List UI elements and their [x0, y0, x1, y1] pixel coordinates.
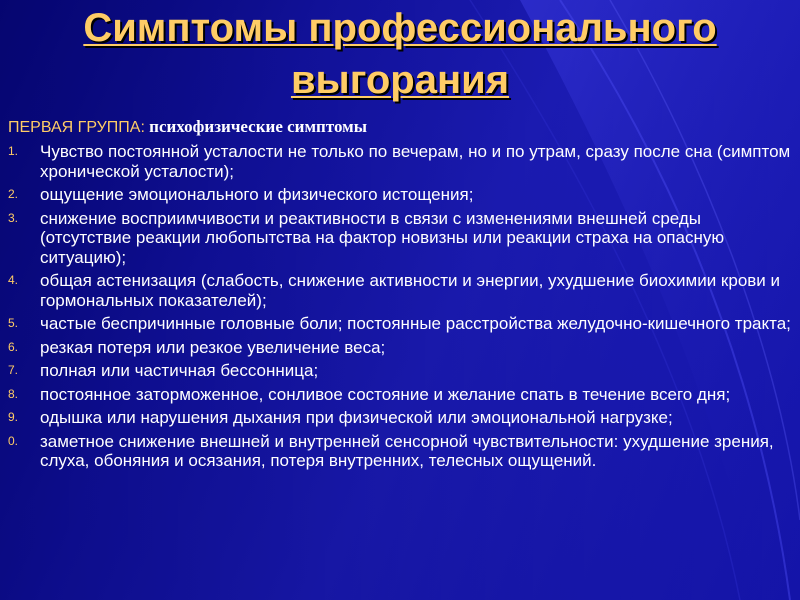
list-item-number: 3. — [8, 210, 19, 225]
list-item — [8, 385, 793, 405]
group-heading — [8, 117, 793, 138]
group-name: психофизические симптомы — [149, 117, 367, 136]
list-item-number: 0. — [8, 433, 19, 448]
list-item-text: заметное снижение внешней и внутренней сенсорной чувствительности: ухудшение зрения, слуха, обоняния и осязания, потеря внутренних, телесных ощущений. — [40, 431, 774, 470]
list-item-text: частые беспричинные головные боли; постоянные расстройства желудочно-кишечного тракта; — [40, 314, 791, 333]
list-item — [8, 271, 793, 310]
list-item — [8, 142, 793, 181]
slide-content — [8, 117, 793, 475]
list-item-number: 5. — [8, 316, 19, 330]
list-item — [8, 432, 793, 471]
list-item-text: ощущение эмоционального и физического истощения; — [40, 185, 474, 204]
list-item — [8, 209, 793, 268]
list-item — [8, 361, 793, 381]
list-item-number: 7. — [8, 363, 19, 377]
list-item-text: Чувство постоянной усталости не только по вечерам, но и по утрам, сразу после сна (симптом хронической усталости); — [40, 142, 791, 181]
list-item-text: одышка или нарушения дыхания при физической или эмоциональной нагрузке; — [40, 408, 673, 427]
list-item-number: 9. — [8, 410, 19, 424]
list-item-text: полная или частичная бессонница; — [40, 361, 319, 380]
title-line-2: выгорания — [290, 58, 510, 102]
list-item-text: общая астенизация (слабость, снижение активности и энергии, ухудшение биохимии крови и гормональных показателей); — [40, 271, 781, 310]
list-item-text: снижение восприимчивости и реактивности в связи с изменениями внешней среды (отсутствие реакции любопытства на фактор новизны или реакции страха на опасную ситуацию); — [40, 208, 725, 267]
list-item — [8, 185, 793, 205]
list-item-number: 1. — [8, 144, 19, 158]
symptom-list — [8, 142, 793, 471]
list-item-text: постоянное заторможенное, сонливое состояние и желание спать в течение всего дня; — [40, 384, 731, 404]
slide-title — [20, 0, 780, 106]
list-item-text: резкая потеря или резкое увеличение веса; — [40, 337, 386, 357]
list-item — [8, 408, 793, 428]
title-line-1: Симптомы профессионального — [83, 6, 717, 50]
list-item — [8, 338, 793, 358]
list-item-number: 8. — [8, 386, 19, 401]
list-item-number: 4. — [8, 273, 19, 287]
list-item — [8, 314, 793, 334]
group-label: ПЕРВАЯ ГРУППА: — [8, 119, 145, 136]
list-item-number: 6. — [8, 339, 19, 354]
list-item-number: 2. — [8, 187, 19, 201]
